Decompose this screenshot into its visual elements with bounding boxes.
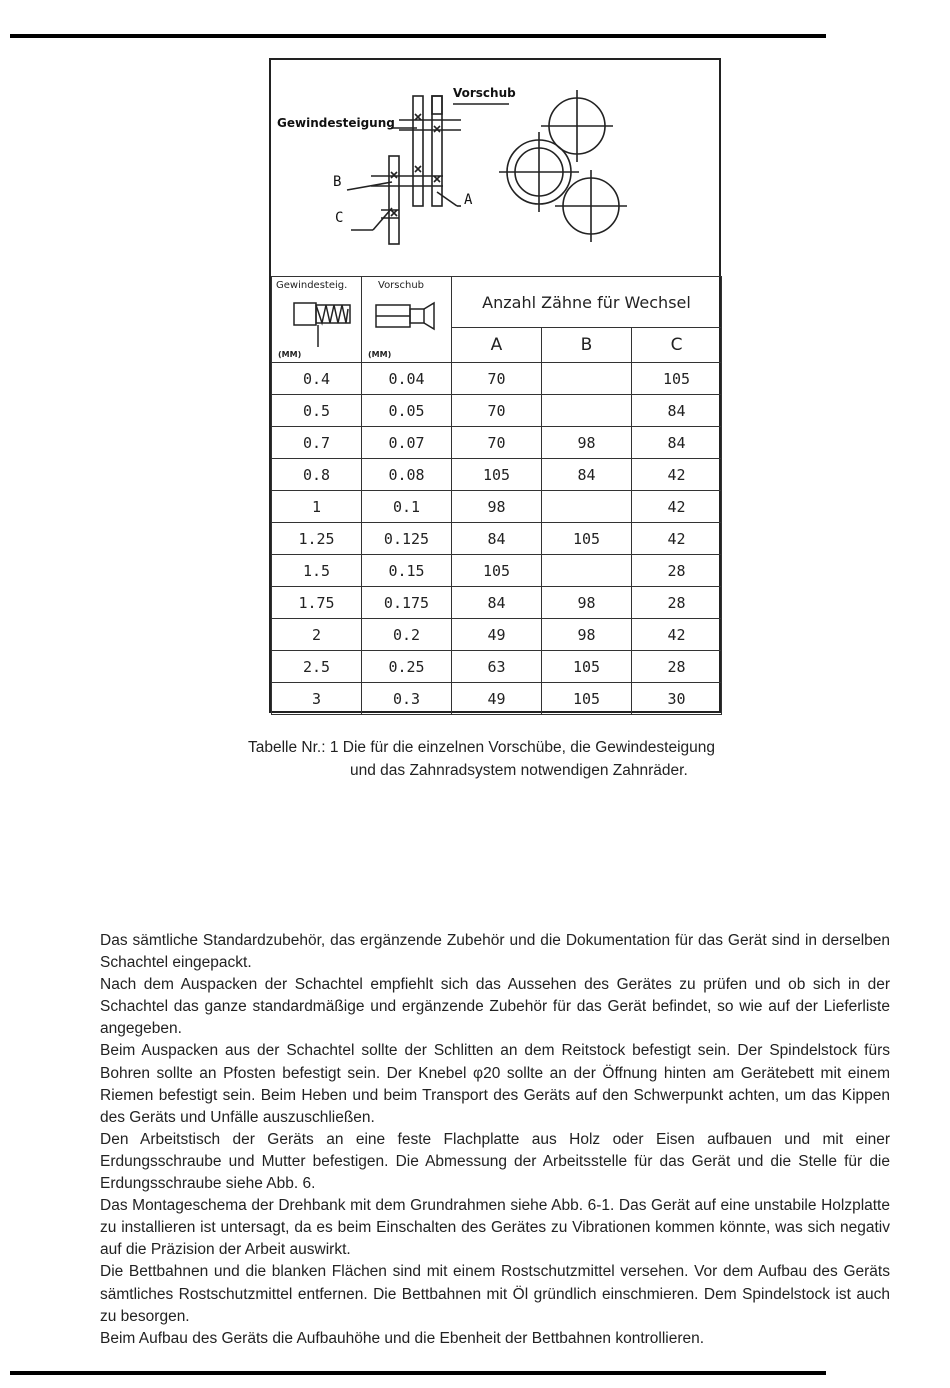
table-row [272,619,722,651]
table-cell: 2 [272,619,362,651]
table-cell: 1 [272,491,362,523]
table-cell [542,363,632,395]
teeth-header: Anzahl Zähne für Wechsel [452,277,722,328]
gear-table [271,276,722,715]
gear-a-label: A [464,192,473,208]
table-cell: 42 [632,491,722,523]
table-cell: 0.05 [362,395,452,427]
table-cell: 42 [632,523,722,555]
bottom-rule [10,1371,826,1375]
table-cell: 0.07 [362,427,452,459]
top-rule [10,34,826,38]
feed-label: Vorschub [453,86,516,100]
gear-table-body [272,363,722,715]
table-cell: 0.25 [362,651,452,683]
table-cell: 84 [632,427,722,459]
table-row [272,363,722,395]
table-row [272,523,722,555]
table-cell: 98 [542,587,632,619]
table-row [272,555,722,587]
gear-train-diagram [271,60,721,276]
table-cell: 105 [632,363,722,395]
paragraph: Das Montageschema der Drehbank mit dem Grundrahmen siehe Abb. 6-1. Das Gerät auf eine unstabile Holzplatte zu installieren ist untersagt, da es beim Einschalten des Gerätes zu Vibrationen kommen könnte, was sich negativ auf die Präzision der Arbeit auswirkt. [100,1197,890,1259]
table-cell: 98 [452,491,542,523]
table-row [272,587,722,619]
caption-line-1: Tabelle Nr.: 1 Die für die einzelnen Vorschübe, die Gewindesteigung [248,739,716,756]
feed-header-title: Vorschub [378,280,425,291]
table-cell: 0.1 [362,491,452,523]
table-caption [248,736,768,782]
feed-header [362,277,452,363]
table-cell: 84 [452,587,542,619]
table-cell: 1.25 [272,523,362,555]
col-b-header: B [542,328,632,363]
paragraph: Beim Auspacken aus der Schachtel sollte der Schlitten an dem Reitstock befestigt sein. Der Spindelstock fürs Bohren sollte an Pfosten befestigt sein. Der Knebel φ20 sollte an der Öffnung hinten am Gerätebett mit einem Riemen befestigt sein. Beim Heben und beim Transport des Geräts auf den Schwerpunkt achten, um das Kippen des Geräts und Unfälle auszuschließen. [100,1042,890,1126]
gear-c-label: C [335,210,344,226]
col-c-header: C [632,328,722,363]
gear-b-label: B [333,174,342,190]
table-cell: 2.5 [272,651,362,683]
table-cell: 105 [542,651,632,683]
caption-line-2: und das Zahnradsystem notwendigen Zahnräder. [350,762,688,779]
paragraph: Nach dem Auspacken der Schachtel empfiehlt sich das Aussehen des Gerätes zu prüfen und ob sich in der Schachtel das ganze standardmäßige und ergänzende Zubehör für das Gerät befindet, so wie auf der Lieferliste angegeben. [100,976,890,1038]
table-row [272,427,722,459]
table-cell: 28 [632,587,722,619]
table-cell: 49 [452,619,542,651]
table-cell: 28 [632,555,722,587]
table-cell: 70 [452,395,542,427]
gear-figure [269,58,721,713]
pitch-label: Gewindesteigung [277,116,395,130]
pitch-header [272,277,362,363]
table-row [272,683,722,715]
table-row [272,491,722,523]
table-cell [542,555,632,587]
table-row [272,651,722,683]
pitch-header-unit: (MM) [278,350,302,359]
table-cell: 105 [542,683,632,715]
paragraph: Die Bettbahnen und die blanken Flächen sind mit einem Rostschutzmittel versehen. Vor dem Aufbau des Geräts sämtliches Rostschutzmittel entfernen. Die Bettbahnen mit Öl gründlich einschmieren. Dem Spindelstock ist auch zu besorgen. [100,1263,890,1325]
paragraph: Beim Aufbau des Geräts die Aufbauhöhe und die Ebenheit der Bettbahnen kontrollieren. [100,1329,705,1347]
table-cell: 0.4 [272,363,362,395]
table-row [272,395,722,427]
table-cell: 0.5 [272,395,362,427]
paragraph: Das sämtliche Standardzubehör, das ergänzende Zubehör und die Dokumentation für das Gerät sind in derselben Schachtel eingepackt. [100,932,890,972]
feed-tool-icon [368,295,448,351]
table-cell: 0.175 [362,587,452,619]
table-cell: 42 [632,459,722,491]
table-cell: 1.5 [272,555,362,587]
table-cell: 105 [452,555,542,587]
table-cell: 0.8 [272,459,362,491]
table-cell: 63 [452,651,542,683]
table-cell: 0.04 [362,363,452,395]
feed-header-unit: (MM) [368,350,392,359]
col-a-header: A [452,328,542,363]
table-cell: 98 [542,427,632,459]
thread-icon [278,295,358,351]
table-cell: 84 [542,459,632,491]
table-cell: 105 [542,523,632,555]
body-text [100,930,890,1350]
table-cell [542,491,632,523]
table-cell: 49 [452,683,542,715]
table-cell: 1.75 [272,587,362,619]
table-cell: 70 [452,363,542,395]
table-cell: 84 [452,523,542,555]
table-cell [542,395,632,427]
table-row [272,459,722,491]
pitch-header-title: Gewindesteig. [276,280,348,291]
table-cell: 0.08 [362,459,452,491]
table-cell: 84 [632,395,722,427]
table-cell: 0.2 [362,619,452,651]
table-cell: 30 [632,683,722,715]
table-cell: 0.3 [362,683,452,715]
table-cell: 0.125 [362,523,452,555]
table-cell: 0.7 [272,427,362,459]
table-cell: 0.15 [362,555,452,587]
table-cell: 98 [542,619,632,651]
table-cell: 70 [452,427,542,459]
paragraph: Den Arbeitstisch der Geräts an eine feste Flachplatte aus Holz oder Eisen aufbauen und mit einer Erdungsschraube und Mutter befestigen. Die Abmessung der Arbeitsstelle für das Gerät und die Stelle für die Erdungsschraube siehe Abb. 6. [100,1130,890,1193]
table-cell: 28 [632,651,722,683]
table-cell: 42 [632,619,722,651]
table-cell: 105 [452,459,542,491]
table-cell: 3 [272,683,362,715]
